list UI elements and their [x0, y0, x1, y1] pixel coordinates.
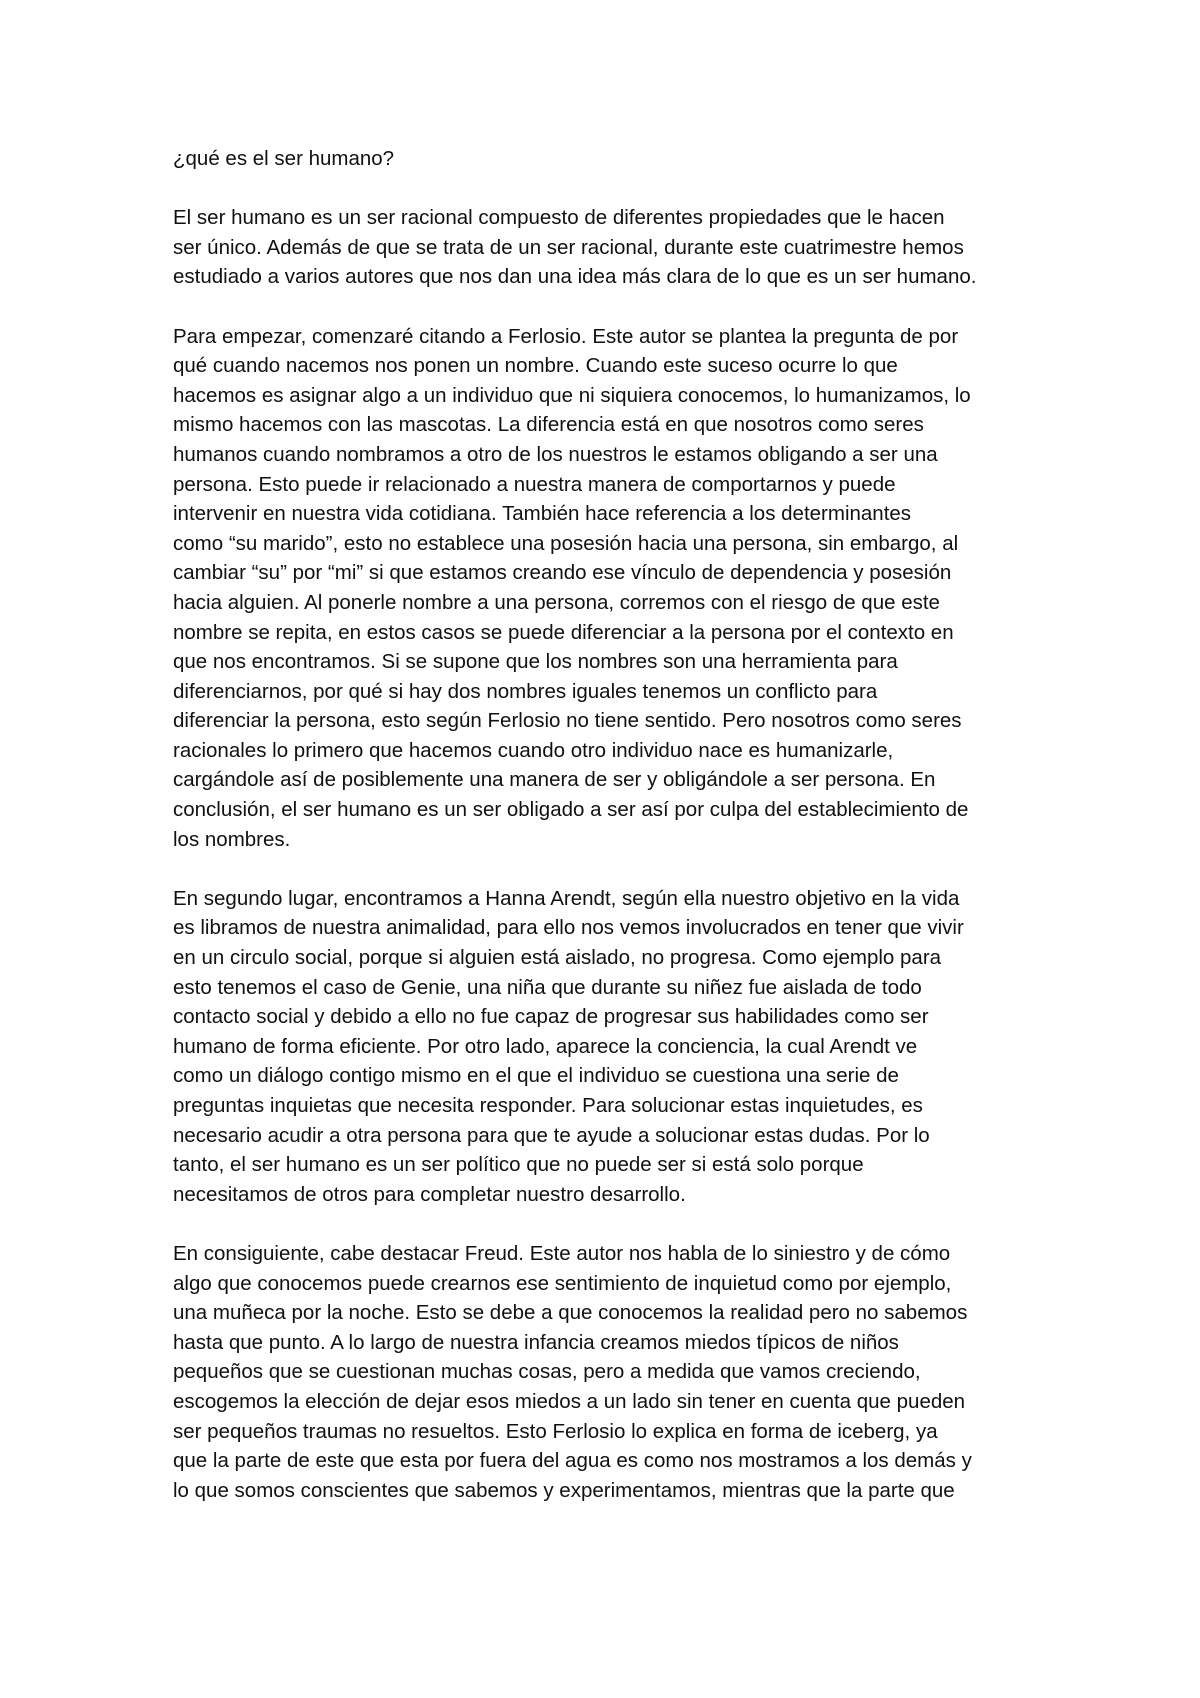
paragraph-line: en un circulo social, porque si alguien está aislado, no progresa. Como ejemplo para	[173, 946, 942, 970]
paragraph-line: pequeños que se cuestionan muchas cosas, pero a medida que vamos creciendo,	[173, 1360, 921, 1384]
paragraph	[173, 1239, 1053, 1505]
paragraph-line: nombre se repita, en estos casos se puede diferenciar a la persona por el contexto en	[173, 620, 954, 644]
paragraph-line: contacto social y debido a ello no fue capaz de progresar sus habilidades como ser	[173, 1005, 929, 1029]
paragraph	[173, 884, 1053, 1210]
paragraph-line: tanto, el ser humano es un ser político que no puede ser si está solo porque	[173, 1153, 864, 1177]
paragraph-line: ser pequeños traumas no resueltos. Esto Ferlosio lo explica en forma de iceberg, ya	[173, 1419, 938, 1443]
paragraph-line: hacia alguien. Al ponerle nombre a una persona, corremos con el riesgo de que este	[173, 590, 940, 614]
paragraph-line: una muñeca por la noche. Esto se debe a que conocemos la realidad pero no sabemos	[173, 1301, 968, 1325]
paragraph-line: racionales lo primero que hacemos cuando otro individuo nace es humanizarle,	[173, 738, 894, 762]
paragraph-line: conclusión, el ser humano es un ser obligado a ser así por culpa del establecimiento de	[173, 798, 969, 822]
paragraph-line: hasta que punto. A lo largo de nuestra infancia creamos miedos típicos de niños	[173, 1330, 899, 1354]
paragraph-line: diferenciarnos, por qué si hay dos nombres iguales tenemos un conflicto para	[173, 679, 878, 703]
paragraph	[173, 322, 1053, 855]
paragraph-line: preguntas inquietas que necesita responder. Para solucionar estas inquietudes, es	[173, 1094, 923, 1117]
paragraph-line: esto tenemos el caso de Genie, una niña que durante su niñez fue aislada de todo	[173, 975, 922, 999]
paragraph-line: mismo hacemos con las mascotas. La diferencia está en que nosotros como seres	[173, 413, 924, 437]
paragraph-line: es libramos de nuestra animalidad, para ello nos vemos involucrados en tener que vivir	[173, 916, 964, 940]
paragraph	[173, 203, 1053, 292]
paragraph-line: En segundo lugar, encontramos a Hanna Arendt, según ella nuestro objetivo en la vida	[173, 886, 960, 910]
paragraph-line: El ser humano es un ser racional compuesto de diferentes propiedades que le hacen	[173, 206, 945, 230]
paragraph-line: humanos cuando nombramos a otro de los nuestros le estamos obligando a ser una	[173, 442, 938, 466]
paragraph-line: necesitamos de otros para completar nuestro desarrollo.	[173, 1182, 686, 1206]
paragraph-line: estudiado a varios autores que nos dan una idea más clara de lo que es un ser humano.	[173, 265, 977, 289]
paragraph-line: intervenir en nuestra vida cotidiana. También hace referencia a los determinantes	[173, 502, 912, 526]
paragraph-line: cambiar “su” por “mi” si que estamos creando ese vínculo de dependencia y posesión	[173, 561, 952, 585]
paragraph-line: persona. Esto puede ir relacionado a nuestra manera de comportarnos y puede	[173, 472, 896, 496]
paragraph-line: lo que somos conscientes que sabemos y experimentamos, mientras que la parte que	[173, 1478, 955, 1502]
paragraph-line: escogemos la elección de dejar esos miedos a un lado sin tener en cuenta que pueden	[173, 1389, 966, 1413]
paragraph-line: como un diálogo contigo mismo en el que el individuo se cuestiona una serie de	[173, 1064, 899, 1088]
paragraph-line: los nombres.	[173, 827, 291, 851]
paragraph-line: necesario acudir a otra persona para que te ayude a solucionar estas dudas. Por lo	[173, 1123, 930, 1147]
paragraph-line: diferenciar la persona, esto según Ferlosio no tiene sentido. Pero nosotros como seres	[173, 709, 962, 733]
paragraph-line: que la parte de este que esta por fuera del agua es como nos mostramos a los demás y	[173, 1449, 972, 1473]
paragraph-line: cargándole así de posiblemente una manera de ser y obligándole a ser persona. En	[173, 768, 936, 792]
paragraph-list	[173, 203, 1053, 1505]
paragraph-line: qué cuando nacemos nos ponen un nombre. Cuando este suceso ocurre lo que	[173, 354, 898, 378]
paragraph-line: algo que conocemos puede crearnos ese sentimiento de inquietud como por ejemplo,	[173, 1271, 952, 1295]
document-title: ¿qué es el ser humano?	[173, 147, 395, 170]
paragraph-line: Para empezar, comenzaré citando a Ferlosio. Este autor se plantea la pregunta de por	[173, 324, 959, 348]
paragraph-line: ser único. Además de que se trata de un ser racional, durante este cuatrimestre hemos	[173, 235, 964, 259]
document-body	[173, 144, 1053, 1535]
paragraph-line: como “su marido”, esto no establece una posesión hacia una persona, sin embargo, al	[173, 531, 959, 555]
paragraph-line: humano de forma eficiente. Por otro lado, aparece la conciencia, la cual Arendt ve	[173, 1034, 918, 1058]
paragraph-line: que nos encontramos. Si se supone que los nombres son una herramienta para	[173, 650, 898, 674]
paragraph-line: En consiguiente, cabe destacar Freud. Este autor nos habla de lo siniestro y de cómo	[173, 1241, 951, 1265]
paragraph-line: hacemos es asignar algo a un individuo que ni siquiera conocemos, lo humanizamos, lo	[173, 383, 971, 407]
